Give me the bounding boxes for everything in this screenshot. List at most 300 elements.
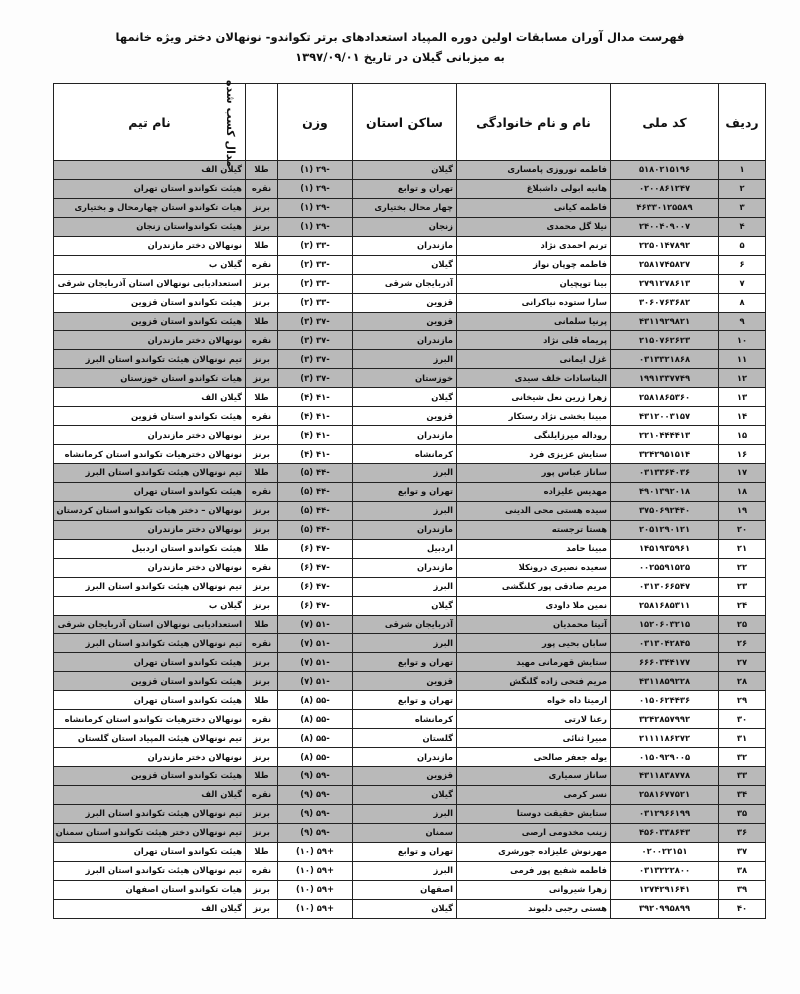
national-code: ۳۷۵۰۶۹۲۴۴۰ [611,501,719,520]
national-code: ۶۶۶۰۳۴۴۱۷۷ [611,653,719,672]
team-name: گیلان الف [54,388,246,407]
team-name: استعدادیابی نونهالان استان آذربایجان شرقی [54,615,246,634]
province: گیلان [353,388,457,407]
full-name: مهرنوش علیزاده جورشری [457,842,611,861]
table-row [54,445,766,464]
national-code: ۲۱۵۰۷۶۲۶۲۳ [611,331,719,350]
row-index: ۲۶ [719,634,766,653]
team-name: هیئت تکواندو استان تهران [54,842,246,861]
full-name: سارا ستوده نیاکرانی [457,293,611,312]
province: گیلان [353,596,457,615]
national-code: ۱۵۲۰۶۰۳۲۱۵ [611,615,719,634]
team-name: تیم نونهالان هیئت تکواندو استان البرز [54,634,246,653]
weight-class: -۳۳ (۲) [278,255,353,274]
weight-class: -۴۴ (۵) [278,520,353,539]
province: تهران و توابع [353,482,457,501]
team-name: گیلان ب [54,596,246,615]
medal: طلا [246,464,278,483]
full-name: زهرا شیروانی [457,880,611,899]
weight-class: +۵۹ (۱۰) [278,842,353,861]
medal: نقره [246,558,278,577]
province: البرز [353,350,457,369]
table-header-row [54,84,766,161]
full-name: مبیرا ثنائی [457,729,611,748]
weight-class: -۴۴ (۵) [278,501,353,520]
row-index: ۸ [719,293,766,312]
header-medal [223,79,278,167]
province: مازندران [353,748,457,767]
national-code: ۱۴۵۱۹۳۵۹۶۱ [611,539,719,558]
weight-class: -۳۳ (۲) [278,274,353,293]
row-index: ۱۲ [719,369,766,388]
table-row [54,710,766,729]
national-code: ۴۳۱۲۰۰۳۱۵۷ [611,407,719,426]
table-row [54,558,766,577]
team-name: هیئت تکواندو استان تهران [54,179,246,198]
row-index: ۳۶ [719,823,766,842]
national-code: ۰۳۱۳۰۴۲۸۴۵ [611,634,719,653]
weight-class: -۵۱ (۷) [278,615,353,634]
full-name: فاطمه چوپان نواز [457,255,611,274]
province: البرز [353,634,457,653]
row-index: ۲ [719,179,766,198]
weight-class: -۵۹ (۹) [278,767,353,786]
medal: برنز [246,596,278,615]
medal: طلا [246,161,278,180]
medal: برنز [246,823,278,842]
province: کرمانشاه [353,710,457,729]
medal: برنز [246,880,278,899]
row-index: ۳۷ [719,842,766,861]
row-index: ۴۰ [719,899,766,918]
medal: برنز [246,293,278,312]
team-name: نونهالان دختر مازندران [54,236,246,255]
team-name: هیئت تکواندو استان قزوین [54,767,246,786]
province: زنجان [353,217,457,236]
province: تهران و توابع [353,691,457,710]
weight-class: -۴۱ (۴) [278,445,353,464]
table-row [54,748,766,767]
national-code: ۲۲۱۰۴۴۴۴۱۳ [611,426,719,445]
team-name: گیلان الف [54,899,246,918]
team-name: هیئت تکواندو استان قزوین [54,293,246,312]
table-row [54,653,766,672]
team-name: استعدادیابی نونهالان استان آذربایجان شرقی [54,274,246,293]
team-name: تیم نونهالان دختر هیئت تکواندو استان سمنان [54,823,246,842]
national-code: ۲۱۱۱۱۸۶۲۷۲ [611,729,719,748]
medal: نقره [246,255,278,274]
table-row [54,823,766,842]
medal: نقره [246,331,278,350]
row-index: ۱۹ [719,501,766,520]
row-index: ۱۸ [719,482,766,501]
full-name: رعنا لارتی [457,710,611,729]
row-index: ۲۷ [719,653,766,672]
table-row [54,161,766,180]
table-row [54,464,766,483]
full-name: ساناز سمیاری [457,767,611,786]
table-row [54,767,766,786]
medal: برنز [246,748,278,767]
table-row [54,426,766,445]
team-name: تیم نونهالان هیئت المپیاد استان گلستان [54,729,246,748]
province: قزوین [353,672,457,691]
province: چهار محال بختیاری [353,198,457,217]
row-index: ۳۲ [719,748,766,767]
table-row [54,482,766,501]
row-index: ۲۵ [719,615,766,634]
national-code: ۲۷۹۱۲۷۸۶۱۳ [611,274,719,293]
national-code: ۴۳۱۱۸۵۹۲۲۸ [611,672,719,691]
province: قزوین [353,312,457,331]
full-name: هستی رجبی دلبوند [457,899,611,918]
medal: برنز [246,217,278,236]
full-name: پریماه قلی نژاد [457,331,611,350]
national-code: ۴۶۳۳۰۱۲۵۵۸۹ [611,198,719,217]
team-name: نونهالان دختر مازندران [54,520,246,539]
medal: برنز [246,274,278,293]
national-code: ۰۳۱۳۲۲۲۸۰۰ [611,861,719,880]
table-row [54,785,766,804]
team-name: نونهالان – دختر هیات تکواندو استان کردستان [54,501,246,520]
weight-class: -۵۹ (۹) [278,804,353,823]
table-row [54,577,766,596]
province: البرز [353,804,457,823]
medal: برنز [246,653,278,672]
full-name: نمین ملا داودی [457,596,611,615]
province: اردبیل [353,539,457,558]
row-index: ۱ [719,161,766,180]
row-index: ۱۰ [719,331,766,350]
team-name: گیلان الف [54,785,246,804]
province: سمنان [353,823,457,842]
medal: طلا [246,539,278,558]
weight-class: -۴۷ (۶) [278,577,353,596]
medal: نقره [246,482,278,501]
row-index: ۳۳ [719,767,766,786]
team-name: هیئت تکواندو استان قزوین [54,672,246,691]
national-code: ۳۲۴۲۹۵۱۵۱۴ [611,445,719,464]
weight-class: -۳۷ (۳) [278,350,353,369]
table-row [54,615,766,634]
national-code: ۰۲۰۰۲۲۱۵۱ [611,842,719,861]
row-index: ۶ [719,255,766,274]
full-name: الیناسادات خلف سیدی [457,369,611,388]
table-row [54,672,766,691]
weight-class: -۴۱ (۴) [278,426,353,445]
medalists-table [53,79,766,919]
weight-class: -۴۱ (۴) [278,388,353,407]
weight-class: -۵۵ (۸) [278,710,353,729]
national-code: ۱۹۹۱۳۳۷۷۴۹ [611,369,719,388]
header-index: ردیف [719,84,766,161]
province: آذربایجان شرقی [353,274,457,293]
province: البرز [353,501,457,520]
medal: نقره [246,634,278,653]
medal: برنز [246,804,278,823]
full-name: آتیتا محمدیان [457,615,611,634]
national-code: ۴۳۱۱۸۳۸۷۷۸ [611,767,719,786]
weight-class: -۳۳ (۲) [278,293,353,312]
team-name: نونهالان دخترهیات تکواندو استان کرمانشاه [54,445,246,464]
weight-class: -۴۱ (۴) [278,407,353,426]
national-code: ۲۲۵۰۱۴۷۸۹۲ [611,236,719,255]
full-name: نیلا گل محمدی [457,217,611,236]
table-row [54,899,766,918]
team-name: تیم نونهالان هیئت تکواندو استان البرز [54,577,246,596]
weight-class: -۳۷ (۳) [278,331,353,350]
team-name: هیئت تکواندو استان اردبیل [54,539,246,558]
header-national-code: کد ملی [611,84,719,161]
table-row [54,804,766,823]
national-code: ۲۵۸۱۶۸۵۳۱۱ [611,596,719,615]
province: خوزستان [353,369,457,388]
row-index: ۱۷ [719,464,766,483]
weight-class: -۴۷ (۶) [278,558,353,577]
table-row [54,407,766,426]
weight-class: -۳۷ (۳) [278,369,353,388]
national-code: ۰۳۱۳۰۶۶۵۴۷ [611,577,719,596]
medal: نقره [246,179,278,198]
full-name: مریم صادقی پور کلنگشی [457,577,611,596]
full-name: ستایش عزیزی فرد [457,445,611,464]
province: گیلان [353,899,457,918]
table-row [54,369,766,388]
full-name: مبینا بخشی نژاد رستکار [457,407,611,426]
table-row [54,539,766,558]
full-name: مبینا حامد [457,539,611,558]
row-index: ۲۰ [719,520,766,539]
table-row [54,596,766,615]
table-row [54,179,766,198]
national-code: ۴۹۰۱۳۹۲۰۱۸ [611,482,719,501]
weight-class: -۵۹ (۹) [278,785,353,804]
medal: نقره [246,861,278,880]
weight-class: -۴۷ (۶) [278,596,353,615]
full-name: هانیه ابولی داشبلاغ [457,179,611,198]
full-name: یوله جعفر صالحی [457,748,611,767]
full-name: ساناز عباس پور [457,464,611,483]
medal: برنز [246,445,278,464]
table-row [54,198,766,217]
row-index: ۱۳ [719,388,766,407]
medal: طلا [246,312,278,331]
medal: طلا [246,388,278,407]
medal: برنز [246,520,278,539]
medal: نقره [246,785,278,804]
province: مازندران [353,558,457,577]
team-name: هیات تکواندو استان خوزستان [54,369,246,388]
table-row [54,861,766,880]
team-name: هیئت تکواندو استان قزوین [54,312,246,331]
row-index: ۹ [719,312,766,331]
province: کرمانشاه [353,445,457,464]
medal: برنز [246,729,278,748]
weight-class: -۳۳ (۲) [278,236,353,255]
row-index: ۳ [719,198,766,217]
table-row [54,880,766,899]
weight-class: -۵۱ (۷) [278,634,353,653]
team-name: هیئت تکواندو استان تهران [54,691,246,710]
national-code: ۵۱۸۰۲۱۵۱۹۶ [611,161,719,180]
team-name: تیم نونهالان هیئت تکواندو استان البرز [54,464,246,483]
national-code: ۳۲۴۲۸۵۷۹۹۲ [611,710,719,729]
table-row [54,274,766,293]
team-name: گیلان الف [54,161,246,180]
team-name: هیئت تکواندو استان قزوین [54,407,246,426]
table-row [54,312,766,331]
province: مازندران [353,520,457,539]
team-name: هیات تکواندو استان اصفهان [54,880,246,899]
medal: برنز [246,577,278,596]
row-index: ۳۴ [719,785,766,804]
weight-class: -۵۹ (۹) [278,823,353,842]
full-name: ستایش قهرمانی مهید [457,653,611,672]
province: آذربایجان شرقی [353,615,457,634]
province: مازندران [353,331,457,350]
medal: برنز [246,426,278,445]
header-full-name: نام و نام خانوادگی [457,84,611,161]
table-row [54,691,766,710]
province: قزوین [353,407,457,426]
province: البرز [353,464,457,483]
team-name: نونهالان دختر مازندران [54,426,246,445]
table-row [54,236,766,255]
national-code: ۲۰۵۱۲۹۰۱۲۱ [611,520,719,539]
full-name: ترنم احمدی نژاد [457,236,611,255]
header-medal-label: مدال کسب شده [223,79,237,167]
row-index: ۱۱ [719,350,766,369]
table-row [54,350,766,369]
table-row [54,501,766,520]
team-name: هیات تکواندو استان چهارمحال و بختیاری [54,198,246,217]
table-row [54,842,766,861]
province: مازندران [353,426,457,445]
full-name: فاطمه کیانی [457,198,611,217]
full-name: ستایش حقیقت دوستا [457,804,611,823]
national-code: ۱۲۷۴۲۹۱۶۴۱ [611,880,719,899]
weight-class: +۵۹ (۱۰) [278,861,353,880]
document-subtitle: به میزبانی گیلان در تاریخ ۱۳۹۷/۰۹/۰۱ [295,50,505,64]
table-row [54,388,766,407]
row-index: ۳۵ [719,804,766,823]
medal: برنز [246,198,278,217]
team-name: هیئت تکواندو استان تهران [54,653,246,672]
full-name: روداله میرزایلنگی [457,426,611,445]
province: گیلان [353,161,457,180]
national-code: ۲۵۸۱۸۶۵۳۶۰ [611,388,719,407]
row-index: ۲۲ [719,558,766,577]
weight-class: -۲۹ (۱) [278,217,353,236]
weight-class: -۵۱ (۷) [278,672,353,691]
medal: نقره [246,710,278,729]
weight-class: -۴۴ (۵) [278,464,353,483]
row-index: ۳۹ [719,880,766,899]
full-name: ارمیتا داه خواه [457,691,611,710]
weight-class: -۲۹ (۱) [278,179,353,198]
team-name: تیم نونهالان هیئت تکواندو استان البرز [54,350,246,369]
province: مازندران [353,236,457,255]
province: البرز [353,861,457,880]
full-name: مهدیس علیزاده [457,482,611,501]
full-name: فاطمه نوروزی پامساری [457,161,611,180]
province: قزوین [353,767,457,786]
province: تهران و توابع [353,842,457,861]
row-index: ۳۰ [719,710,766,729]
medal: طلا [246,691,278,710]
full-name: سعیده نصیری درونکلا [457,558,611,577]
row-index: ۱۵ [719,426,766,445]
row-index: ۲۳ [719,577,766,596]
team-name: هیئت تکواندو استان تهران [54,482,246,501]
table-row [54,520,766,539]
header-province: ساکن استان [353,84,457,161]
table-row [54,729,766,748]
national-code: ۲۴۰۰۴۰۹۰۰۷ [611,217,719,236]
full-name: سابان بحیی پور [457,634,611,653]
table-row [54,331,766,350]
national-code: ۰۱۵۰۶۲۴۴۳۶ [611,691,719,710]
team-name: نونهالان دختر مازندران [54,748,246,767]
team-name: هیئت تکواندواستان زنجان [54,217,246,236]
province: تهران و توابع [353,653,457,672]
national-code: ۰۳۱۲۹۶۶۱۹۹ [611,804,719,823]
medal: نقره [246,407,278,426]
header-team: نام تیم [54,84,246,161]
document-title: فهرست مدال آوران مسابقات اولین دوره المپیاد استعدادهای برتر تکواندو- نونهالان دختر ویژه خانمها [115,30,685,44]
national-code: ۲۵۸۱۶۷۷۵۲۱ [611,785,719,804]
header-weight: وزن [278,84,353,161]
table-row [54,293,766,312]
medal: برنز [246,369,278,388]
weight-class: -۵۱ (۷) [278,653,353,672]
medal: برنز [246,350,278,369]
row-index: ۷ [719,274,766,293]
team-name: نونهالان دختر مازندران [54,558,246,577]
team-name: گیلان ب [54,255,246,274]
team-name: نونهالان دختر مازندران [54,331,246,350]
weight-class: -۵۵ (۸) [278,691,353,710]
weight-class: -۵۵ (۸) [278,729,353,748]
weight-class: +۵۹ (۱۰) [278,899,353,918]
national-code: ۳۹۲۰۹۹۵۸۹۹ [611,899,719,918]
medal: برنز [246,672,278,691]
table-row [54,255,766,274]
national-code: ۰۳۱۳۳۶۴۰۳۶ [611,464,719,483]
row-index: ۲۹ [719,691,766,710]
national-code: ۰۰۲۵۵۹۱۵۲۵ [611,558,719,577]
province: اصفهان [353,880,457,899]
medal: طلا [246,236,278,255]
weight-class: +۵۹ (۱۰) [278,880,353,899]
weight-class: -۲۹ (۱) [278,198,353,217]
medal: برنز [246,899,278,918]
national-code: ۴۳۱۱۹۲۹۸۲۱ [611,312,719,331]
medal: برنز [246,501,278,520]
national-code: ۳۰۶۰۷۶۳۶۸۲ [611,293,719,312]
weight-class: -۳۷ (۳) [278,312,353,331]
row-index: ۳۸ [719,861,766,880]
row-index: ۲۴ [719,596,766,615]
full-name: بینا توپچیان [457,274,611,293]
full-name: زینب مخدومی ارصی [457,823,611,842]
full-name: سیده هستی محی الدینی [457,501,611,520]
row-index: ۲۸ [719,672,766,691]
province: البرز [353,577,457,596]
medal: طلا [246,615,278,634]
medal: طلا [246,842,278,861]
province: قزوین [353,293,457,312]
